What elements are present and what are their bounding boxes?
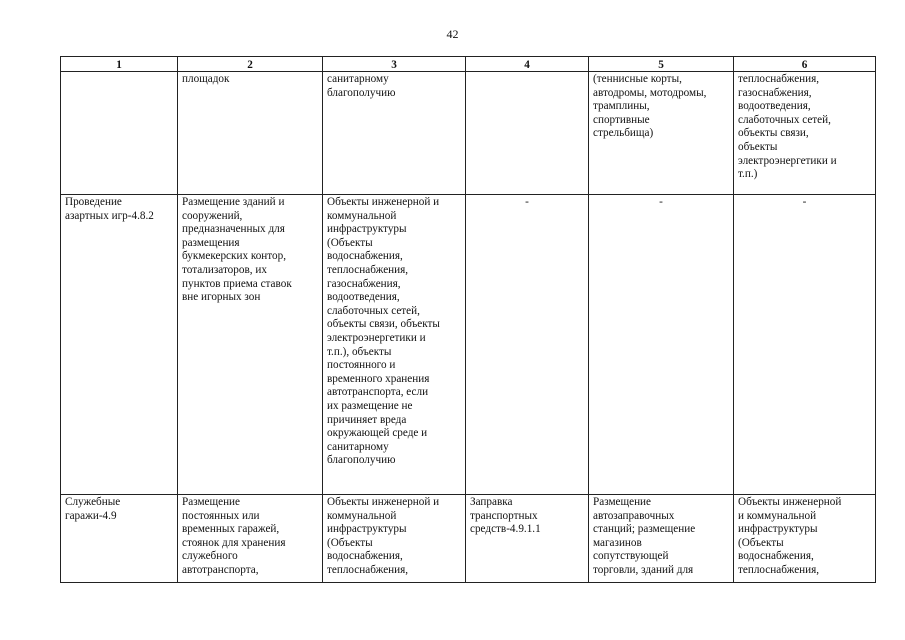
table-cell: - — [466, 195, 589, 495]
table-cell: Размещение зданий и сооружений, предназначенных для размещения букмекерских контор, тотализаторов, их пунктов приема ставок вне игорных зон — [178, 195, 323, 495]
table-row — [61, 495, 876, 583]
table-cell — [466, 72, 589, 195]
header-cell-1: 1 — [61, 57, 178, 72]
table-cell: Объекты инженерной и коммунальной инфраструктуры (Объекты водоснабжения, теплоснабжения, — [734, 495, 876, 583]
table-cell: Объекты инженерной и коммунальной инфраструктуры (Объекты водоснабжения, теплоснабжения, — [323, 495, 466, 583]
table-cell: Проведение азартных игр-4.8.2 — [61, 195, 178, 495]
table-cell: Размещение постоянных или временных гаражей, стоянок для хранения служебного автотранспорта, — [178, 495, 323, 583]
table-row — [61, 72, 876, 195]
table-cell: (теннисные корты, автодромы, мотодромы, трамплины, спортивные стрельбища) — [589, 72, 734, 195]
table-cell: - — [589, 195, 734, 495]
table-cell — [61, 72, 178, 195]
page-number: 42 — [446, 27, 459, 41]
table-row — [61, 195, 876, 495]
header-cell-4: 4 — [466, 57, 589, 72]
header-cell-3: 3 — [323, 57, 466, 72]
table-cell: - — [734, 195, 876, 495]
table-cell: площадок — [178, 72, 323, 195]
header-cell-2: 2 — [178, 57, 323, 72]
zoning-table — [60, 56, 876, 583]
header-cell-5: 5 — [589, 57, 734, 72]
table-cell: теплоснабжения, газоснабжения, водоотведения, слаботочных сетей, объекты связи, объекты электроэнергетики и т.п.) — [734, 72, 876, 195]
table-cell: Размещение автозаправочных станций; размещение магазинов сопутствующей торговли, зданий для — [589, 495, 734, 583]
header-cell-6: 6 — [734, 57, 876, 72]
table-cell: Служебные гаражи-4.9 — [61, 495, 178, 583]
table-cell: Заправка транспортных средств-4.9.1.1 — [466, 495, 589, 583]
table-cell: Объекты инженерной и коммунальной инфраструктуры (Объекты водоснабжения, теплоснабжения, газоснабжения, водоотведения, слаботочных сетей, объекты связи, объекты электроэнергетики и т.п.), объекты постоянного и временного хранения автотранспорта, если их размещение не причиняет вреда окружающей среде и санитарному благополучию — [323, 195, 466, 495]
header-row — [61, 57, 876, 72]
table-cell: санитарному благополучию — [323, 72, 466, 195]
